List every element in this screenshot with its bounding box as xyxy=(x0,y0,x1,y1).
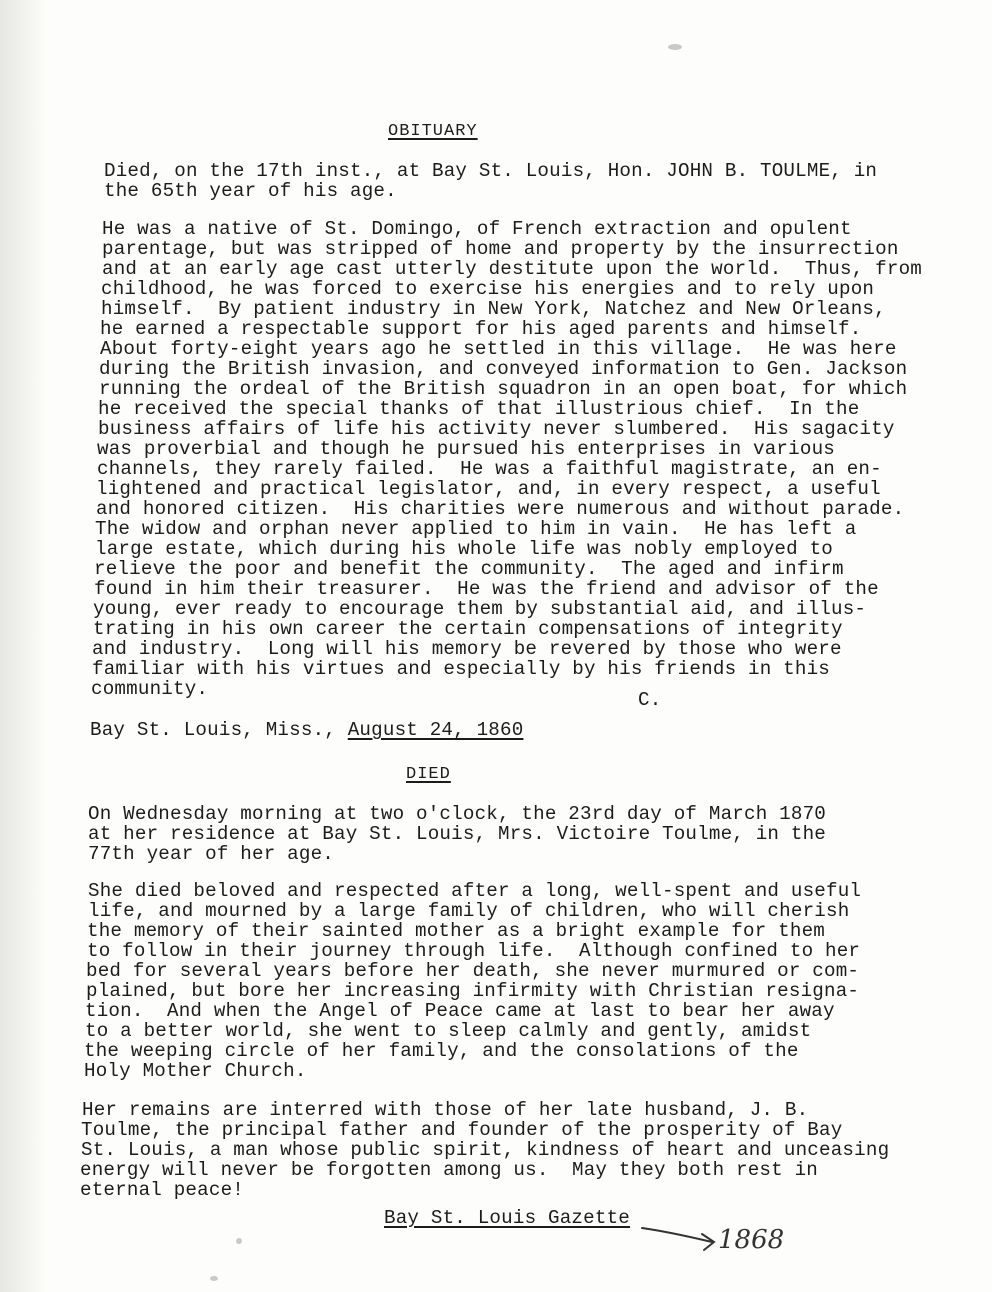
obituary-line: running the ordeal of the British squadron in an open boat, for which xyxy=(99,378,908,400)
died-line: the memory of their sainted mother as a bright example for them xyxy=(87,920,826,942)
died-line: life, and mourned by a large family of children, who will cherish xyxy=(88,900,850,922)
obituary-line: channels, they rarely failed. He was a faithful magistrate, an en- xyxy=(97,458,882,480)
obituary-line: found in him their treasurer. He was the friend and advisor of the xyxy=(94,578,879,600)
obituary-line: He was a native of St. Domingo, of French extraction and opulent xyxy=(102,218,852,240)
obituary-line: he earned a respectable support for his aged parents and himself. xyxy=(100,318,862,340)
scan-speck xyxy=(210,1276,218,1281)
obituary-line: and at an early age cast utterly destitute upon the world. Thus, from xyxy=(102,258,923,280)
died-line: plained, but bore her increasing infirmity with Christian resigna- xyxy=(86,980,860,1002)
obituary-line: parentage, but was stripped of home and property by the insurrection xyxy=(102,238,899,260)
obituary-line: and industry. Long will his memory be revered by those who were xyxy=(92,638,842,660)
died-line: Her remains are interred with those of her late husband, J. B. xyxy=(82,1099,809,1121)
died-line: On Wednesday morning at two o'clock, the 23rd day of March 1870 xyxy=(88,803,827,825)
died-heading: DIED xyxy=(406,765,451,784)
obituary-line: large estate, which during his whole life was nobly employed to xyxy=(95,538,834,560)
obituary-line: himself. By patient industry in New York, Natchez and New Orleans, xyxy=(101,298,886,320)
handwritten-year: 1868 xyxy=(718,1225,785,1255)
source-line: Bay St. Louis Gazette xyxy=(384,1207,631,1229)
obituary-line: About forty-eight years ago he settled in this village. He was here xyxy=(100,338,897,360)
scan-speck xyxy=(668,44,682,50)
died-line: the weeping circle of her family, and the consolations of the xyxy=(84,1040,799,1062)
scan-speck xyxy=(236,1238,242,1244)
obituary-line: and honored citizen. His charities were numerous and without parade. xyxy=(96,498,905,520)
obituary-line: community. xyxy=(91,678,209,700)
dateline-place: Bay St. Louis, Miss., xyxy=(90,719,348,741)
handwritten-year-annotation xyxy=(640,1212,790,1262)
died-line: Toulme, the principal father and founder of the prosperity of Bay xyxy=(81,1119,843,1141)
died-line: bed for several years before her death, she never murmured or com- xyxy=(86,960,860,982)
obituary-line: childhood, he was forced to exercise his energies and to rely upon xyxy=(101,278,875,300)
obituary-heading: OBITUARY xyxy=(388,122,478,141)
died-line: energy will never be forgotten among us. May they both rest in xyxy=(80,1159,819,1181)
died-line: tion. And when the Angel of Peace came at last to bear her away xyxy=(85,1000,835,1022)
obituary-line: the 65th year of his age. xyxy=(104,180,397,202)
obituary-dateline xyxy=(90,720,523,740)
obituary-signature: C. xyxy=(638,689,662,711)
died-line: She died beloved and respected after a long, well-spent and useful xyxy=(88,880,862,902)
died-line: to a better world, she went to sleep calmly and gently, amidst xyxy=(85,1020,812,1042)
obituary-line: business affairs of life his activity never slumbered. His sagacity xyxy=(98,418,895,440)
obituary-line: lightened and practical legislator, and, in every respect, a useful xyxy=(96,478,881,500)
died-line: to follow in their journey through life. Although confined to her xyxy=(87,940,861,962)
obituary-line: he received the special thanks of that illustrious chief. In the xyxy=(98,398,860,420)
died-line: Holy Mother Church. xyxy=(84,1060,307,1082)
died-line: eternal peace! xyxy=(80,1179,245,1201)
died-line: St. Louis, a man whose public spirit, kindness of heart and unceasing xyxy=(81,1139,890,1161)
obituary-line: young, ever ready to encourage them by substantial aid, and illus- xyxy=(93,598,867,620)
obituary-line: familiar with his virtues and especially by his friends in this xyxy=(92,658,831,680)
dateline-date: August 24, 1860 xyxy=(347,719,524,741)
obituary-line: Died, on the 17th inst., at Bay St. Louis, Hon. JOHN B. TOULME, in xyxy=(104,160,878,182)
obituary-line: relieve the poor and benefit the community. The aged and infirm xyxy=(94,558,844,580)
died-line: 77th year of her age. xyxy=(88,843,335,865)
obituary-line: The widow and orphan never applied to him in vain. He has left a xyxy=(95,518,857,540)
binding-edge xyxy=(0,0,46,1292)
died-line: at her residence at Bay St. Louis, Mrs. Victoire Toulme, in the xyxy=(88,823,827,845)
obituary-line: was proverbial and though he pursued his enterprises in various xyxy=(97,438,836,460)
obituary-line: during the British invasion, and conveyed information to Gen. Jackson xyxy=(99,358,908,380)
obituary-line: trating in his own career the certain compensations of integrity xyxy=(93,618,843,640)
